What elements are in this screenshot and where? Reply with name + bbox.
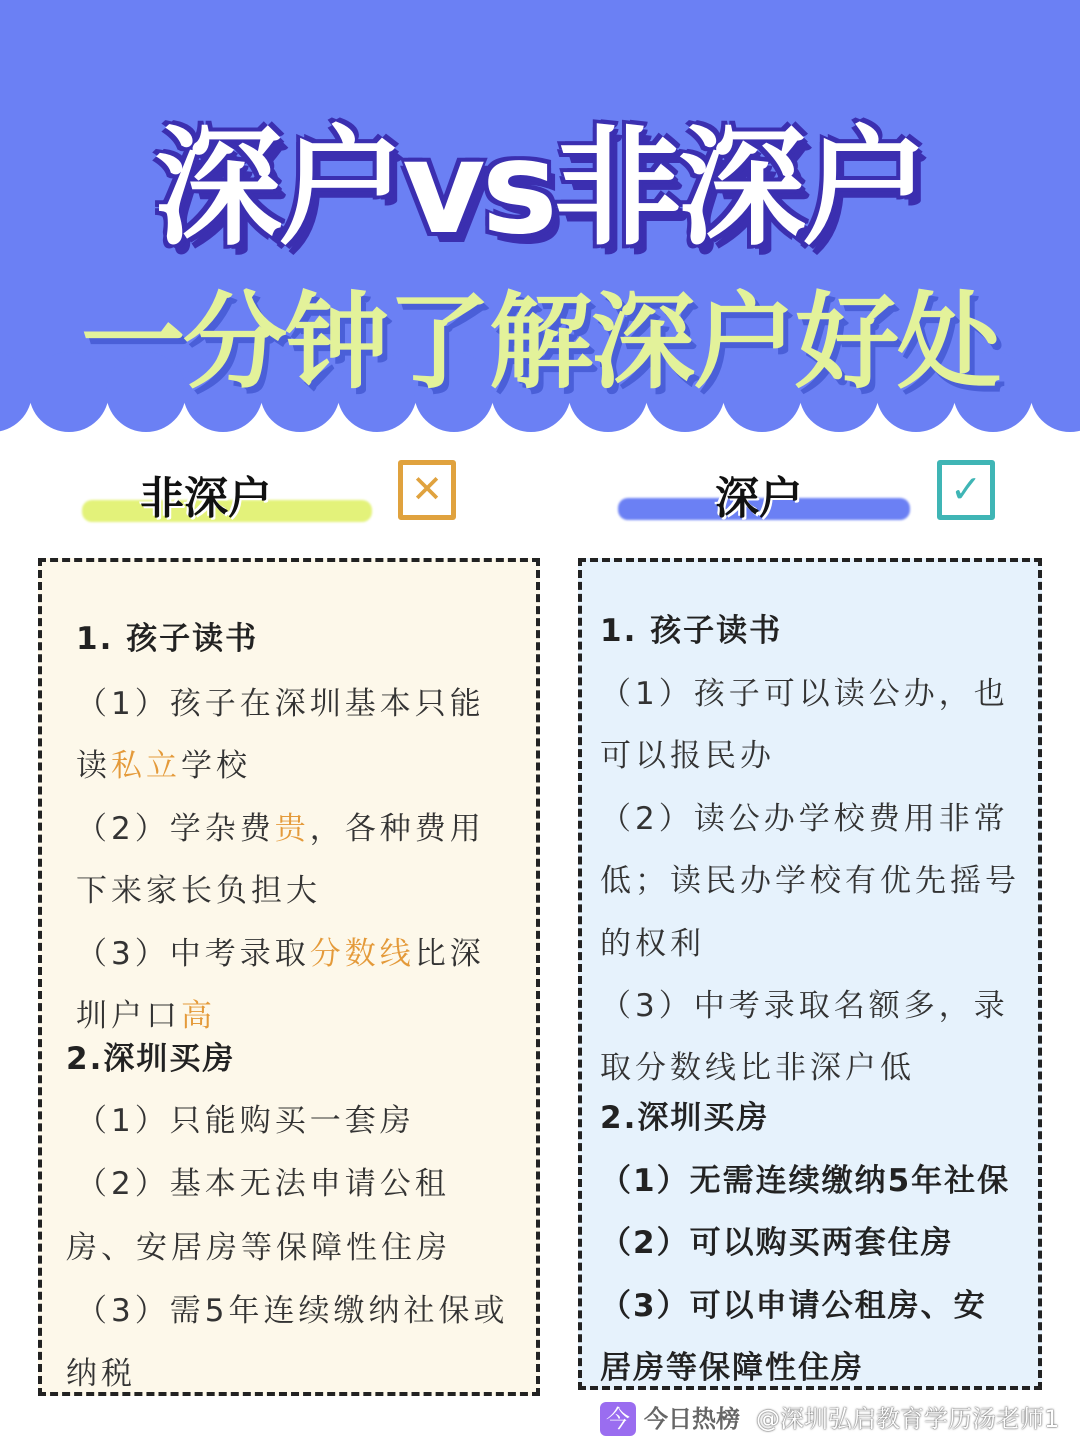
text-segment: 的权利: [600, 926, 705, 962]
text-segment: 居房等保障性住房: [600, 1350, 864, 1386]
section-heading: [76, 613, 258, 658]
highlighted-text: 分数线: [309, 936, 415, 972]
text-line: [76, 1285, 508, 1330]
text-segment: 房、安居房等保障性住房: [66, 1230, 451, 1266]
text-line: [600, 980, 1009, 1025]
x-mark-speech-icon: ✕: [398, 460, 456, 520]
text-segment: （2）学杂费: [76, 811, 275, 847]
text-line: [600, 793, 1009, 838]
text-segment: （3）中考录取: [76, 936, 310, 972]
text-segment: ，各种费用: [309, 811, 485, 847]
text-segment: （3）需5年连续缴纳社保或: [76, 1293, 509, 1329]
section-heading: [600, 1280, 987, 1325]
text-segment: （2）读公办学校费用非常: [600, 801, 1009, 837]
highlighted-text: 高: [181, 998, 216, 1034]
text-line: [76, 803, 485, 848]
page-subtitle: 一分钟了解深户好处: [80, 281, 999, 403]
text-segment: 纳税: [66, 1356, 136, 1392]
section-heading: [600, 605, 782, 650]
text-segment: （2）基本无法申请公租: [76, 1166, 450, 1202]
section-heading: [600, 1092, 769, 1137]
header-banner: [0, 0, 1080, 440]
text-line: [76, 990, 216, 1035]
text-segment: 取分数线比非深户低: [600, 1050, 915, 1086]
watermark-badge: 今日热榜: [644, 1405, 740, 1433]
text-line: [76, 1158, 450, 1203]
text-line: [66, 1222, 451, 1267]
watermark-text: @深圳弘启教育学历汤老师1: [756, 1405, 1060, 1433]
text-segment: 学校: [181, 748, 251, 784]
text-segment: （1）只能购买一套房: [76, 1103, 415, 1139]
text-segment: 1. 孩子读书: [76, 621, 259, 657]
text-segment: （1）孩子在深圳基本只能: [76, 686, 485, 722]
page-title: 深户vs非深户: [154, 114, 926, 263]
text-segment: 比深: [414, 936, 485, 972]
text-segment: （3）可以申请公租房、安: [600, 1288, 987, 1324]
check-mark-speech-icon: ✓: [937, 460, 995, 520]
section-heading: [66, 1033, 235, 1078]
text-line: [600, 668, 1009, 713]
text-line: [76, 865, 321, 910]
text-segment: 低；读民办学校有优先摇号: [600, 863, 1020, 899]
section-heading: [600, 1217, 954, 1262]
text-segment: 1. 孩子读书: [600, 613, 783, 649]
text-segment: 圳户口: [76, 998, 181, 1034]
text-segment: （2）可以购买两套住房: [600, 1225, 954, 1261]
text-line: [76, 678, 485, 723]
text-segment: 2.深圳买房: [600, 1100, 770, 1136]
text-segment: （1）孩子可以读公办，也: [600, 676, 1009, 712]
text-segment: 读: [76, 748, 111, 784]
text-line: [600, 730, 775, 775]
right-heading: 深户: [715, 473, 803, 524]
text-segment: 下来家长负担大: [76, 873, 321, 909]
highlighted-text: 私立: [111, 748, 181, 784]
text-line: [76, 928, 485, 973]
text-line: [600, 855, 1020, 900]
text-line: [76, 740, 251, 785]
text-line: [600, 918, 705, 963]
jinri-logo-icon: 今: [600, 1402, 636, 1436]
text-segment: 可以报民办: [600, 738, 775, 774]
text-segment: （1）无需连续缴纳5年社保: [600, 1163, 1011, 1199]
text-segment: 2.深圳买房: [66, 1041, 236, 1077]
highlighted-text: 贵: [274, 811, 310, 847]
text-segment: （3）中考录取名额多，录: [600, 988, 1009, 1024]
section-heading: [600, 1155, 1010, 1200]
text-line: [66, 1348, 136, 1393]
text-line: [600, 1042, 915, 1087]
left-heading: 非深户: [140, 473, 272, 524]
section-heading: [600, 1342, 864, 1387]
text-line: [76, 1095, 415, 1140]
